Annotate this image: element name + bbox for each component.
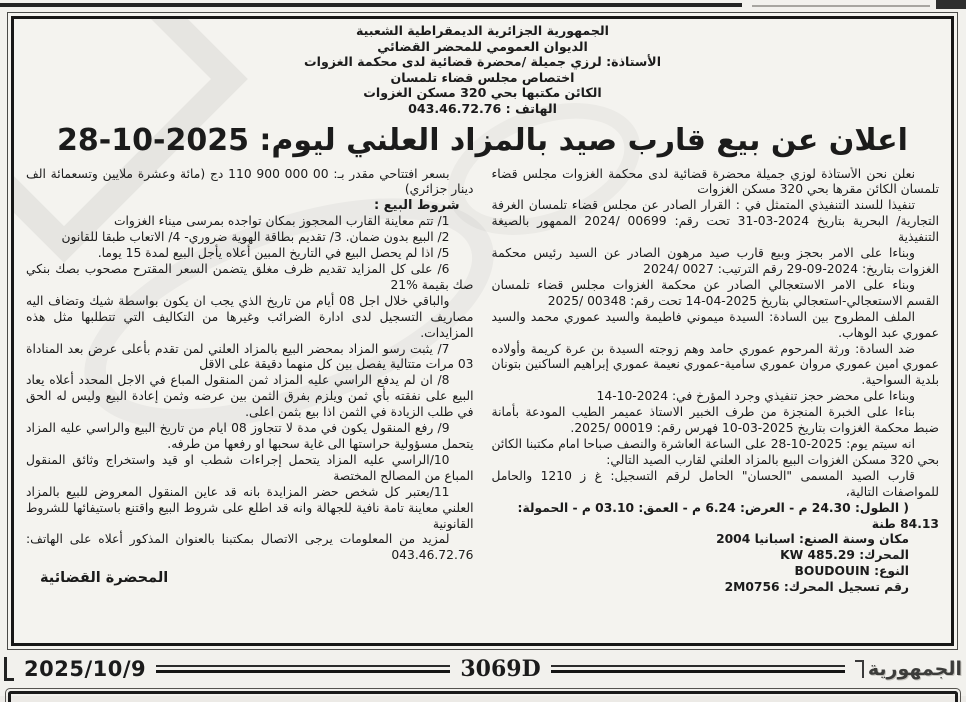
notice-header — [26, 23, 939, 117]
ad-frame-inner — [11, 16, 954, 646]
next-ad-top-border-inner — [8, 691, 958, 702]
notice-terms-column — [26, 167, 474, 646]
p-boat-identity: قارب الصيد المسمى "الحسان" الحامل لرقم التسجيل: غ ز 1210 والحامل للمواصفات التالية، — [491, 468, 939, 499]
ad-reference-number: 3069D — [460, 656, 541, 682]
top-edge-rule-right — [752, 5, 930, 7]
condition-11: 11/يعتبر كل شخص حضر المزايدة بانه قد عاين المنقول المعروض للبيع بالمزاد العلني معاينة تامة نافية للجهالة وانه قد اطلع على شروط البيع واقتنع باستيفائها للشروط القانونية — [26, 484, 474, 531]
newspaper-name: الجمهورية — [867, 658, 963, 680]
publication-date: 2025/10/9 — [24, 657, 147, 681]
p-boat-dimensions: ( الطول: 24.30 م - العرض: 6.24 م - العمق: 03.10 م - الحمولة: 84.13 طنة — [517, 500, 939, 531]
header-line-jurisdiction: اختصاص مجلس قضاء تلمسان — [390, 69, 575, 85]
condition-6-cont: والباقي خلال اجل 08 أيام من تاريخ الذي يجب ان يكون بواسطة شيك وتضاف اليه مصاريف التسجيل لدى ادارة الضرائب وغيرها من التكاليف التي تتطلبها مثل هذه المزايدات. — [26, 293, 474, 340]
footer-bar — [4, 654, 962, 684]
p-inventory: وبناءا على محضر حجز تنفيذي وجرد المؤرخ في: 2024-10-14 — [596, 389, 915, 404]
footer-divider-rule — [551, 665, 845, 673]
condition-10: 10/الراسي عليه المزاد يتحمل إجراءات شطب او قيد واستخراج وثائق المنقول المباع من المصالح المختصة — [26, 452, 474, 483]
condition-5: 5/ اذا لم يحصل البيع في التاريخ المبين أعلاه يأجل البيع لمدة 15 يوما. — [97, 246, 450, 261]
top-edge-corner-block — [936, 0, 966, 9]
header-line-republic: الجمهورية الجزائرية الديمقراطية الشعبية — [356, 23, 609, 38]
header-line-address: الكائن مكتبها بحي 320 مسكن الغزوات — [363, 85, 602, 101]
p-case-parties: الملف المطروح بين السادة: السيدة ميموني فاطيمة والسيد عموري محمد والسيد عموري عبد الوهاب. — [491, 309, 939, 340]
p-manufacture: مكان وسنة الصنع: اسبانيا 2004 — [716, 532, 909, 547]
p-engine-power: المحرك: 485.29 KW — [780, 548, 909, 563]
header-line-phone: الهاتف : 043.46.72.76 — [408, 100, 557, 116]
notice-content — [26, 23, 939, 646]
top-edge-rule-left — [0, 3, 742, 7]
ad-frame — [7, 12, 958, 650]
notice-columns — [26, 167, 939, 646]
terms-heading: شروط البيع : — [373, 198, 460, 214]
p-engine-serial: رقم تسجيل المحرك: 2M0756 — [724, 580, 909, 595]
bailiff-signature: المحضرة القضائية — [40, 570, 169, 587]
condition-2-3-4: 2/ البيع بدون ضمان. 3/ تقديم بطاقة الهوية ضروري- 4/ الاتعاب طبقا للقانون — [61, 230, 450, 245]
p-expertise: بناءا على الخبرة المنجزة من طرف الخبير الاستاذ عميمر الطيب المودعة بأمانة ضبط محكمة الغزوات بتاريخ 2025-03-10 فهرس رقم: 00019 /2025. — [491, 405, 939, 436]
footer-corner-bracket — [4, 657, 14, 681]
p-executive-writ: تنفيذا للسند التنفيذي المتمثل في : القرار الصادر عن مجلس قضاء تلمسان الغرفة التجارية/ البحرية بتاريخ 2024-03-31 تحت رقم: 00699 /2024 الممهور بالصيغة التنفيذية — [491, 198, 939, 245]
condition-7: 7/ يثبت رسو المزاد بمحضر البيع بالمزاد العلني لمن تقدم بأعلى عرض بعد المناداة 03 مرات متتالية يفصل بين كل منهما دقيقة على الاقل — [26, 341, 474, 372]
condition-9: 9/ رفع المنقول يكون في مدة لا تتجاوز 08 ايام من تاريخ البيع والراسي عليه المزاد يتحمل مسؤولية حراستها الى غاية سحبها او رفعها من طرفه. — [26, 421, 474, 451]
p-seizure-order: وبناءا على الامر بحجز وبيع قارب صيد مرهون الصادر عن السيد رئيس محكمة الغزوات بتاريخ: 2024-09-29 رقم الترتيب: 0027 /2024 — [491, 246, 939, 276]
p-contact-info: لمزيد من المعلومات يرجى الاتصال بمكتبنا بالعنوان المذكور أعلاه على الهاتف: 043.46.72.76 — [26, 532, 474, 563]
next-ad-top-border — [5, 688, 961, 702]
p-sale-datetime: انه سيتم يوم: 2025-10-28 على الساعة العاشرة والنصف صباحا امام مكتبنا الكائن بحي 320 مسكن الغزوات البيع بالمزاد العلني لقارب الصيد التالي: — [491, 436, 939, 467]
p-urgent-order: وبناء على الامر الاستعجالي الصادر عن محكمة الغزوات مجلس قضاء تلمسان القسم الاستعجالي-استعجالي بتاريخ 2025-04-14 تحت رقم: 00348 /2025 — [491, 277, 939, 308]
header-line-office: الديوان العمومي للمحضر القضائي — [377, 38, 588, 54]
condition-1: 1/ تتم معاينة القارب المحجوز بمكان تواجده بمرسى ميناء الغزوات — [113, 214, 450, 229]
logo-bracket-icon — [855, 660, 864, 678]
footer-divider-rule — [156, 665, 450, 673]
header-line-bailiff: الأستاذة: لرزي جميلة /محضرة قضائية لدى محكمة الغزوات — [303, 54, 662, 70]
condition-6: 6/ على كل المزايد تقديم ظرف مغلق يتضمن السعر المقترح مصحوب بصك بنكي صك بقيمة %21 — [26, 262, 474, 292]
notice-title: اعلان عن بيع قارب صيد بالمزاد العلني ليوم: 2025-10-28 — [57, 122, 908, 158]
p-defendants: ضد السادة: ورثة المرحوم عموري حامد وهم زوجته السيدة بن عرة كريمة وأولاده عموري امين عموري مروان عموري سامية-عموري نعيمة عموري إبراهيم الساكنين بتونان بلدية السواحية. — [491, 341, 939, 388]
p-engine-type: النوع: BOUDOUIN — [794, 564, 909, 579]
condition-8: 8/ ان لم يدفع الراسي عليه المزاد ثمن المنقول المباع في الاجل المحدد أعلاه يعاد البيع على نفقته بأي ثمن ويلزم بفرق الثمن بين عرضه وثمن إعادة البيع وليس له الحق في طلب الزيادة في الثمن اذا بيع بثمن اعلى. — [26, 373, 474, 420]
p-announce: نعلن نحن الأستاذة لوزي جميلة محضرة قضائية لدى محكمة الغزوات مجلس قضاء تلمسان الكائن مقرها بحي 320 مسكن الغزوات — [491, 166, 939, 197]
p-opening-price: بسعر افتتاحي مقدر بـ: ⁦110 900 000 00⁩ دج (مائة وعشرة ملايين وتسعمائة الف دينار جزائري) — [26, 166, 474, 197]
newspaper-logo — [855, 658, 962, 680]
notice-body-column — [492, 167, 940, 646]
